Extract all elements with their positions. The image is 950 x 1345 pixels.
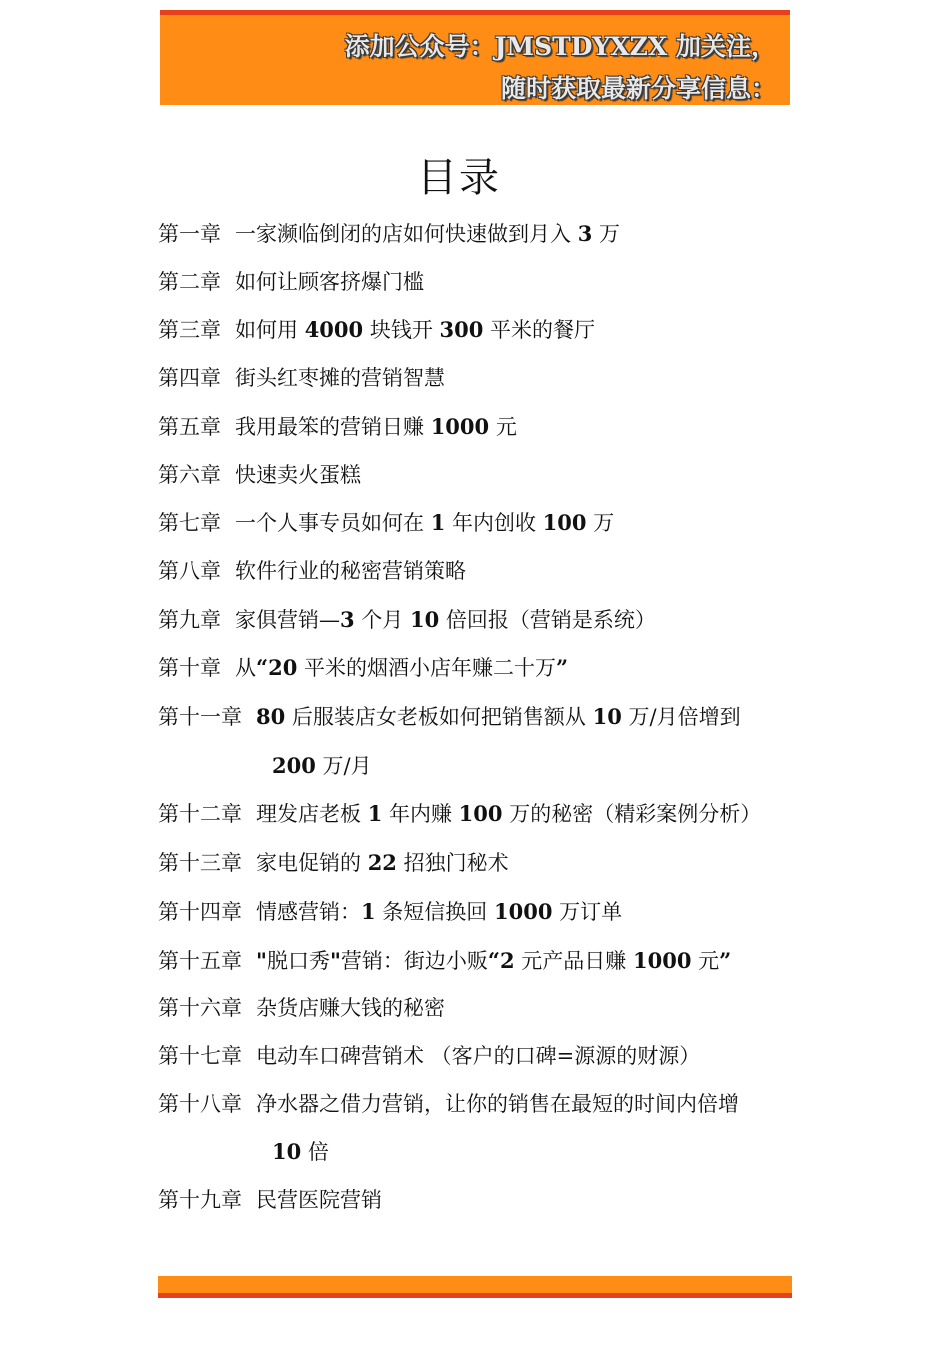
toc-entry-8 [158, 548, 808, 596]
table-of-contents [158, 210, 808, 1225]
toc-entry-7 [158, 499, 808, 548]
chapter-label: 第十三章 [158, 851, 242, 876]
chapter-label: 第十六章 [158, 996, 242, 1021]
toc-entry-6 [158, 452, 808, 500]
chapter-label: 第十一章 [158, 705, 242, 730]
toc-entry-18 [158, 1081, 808, 1129]
toc-entry-9 [158, 596, 808, 645]
toc-entry-13 [158, 839, 808, 888]
chapter-label: 第十五章 [158, 948, 242, 973]
chapter-label: 第七章 [158, 511, 221, 536]
banner-line-2: 随时获取最新分享信息： [500, 74, 776, 103]
toc-entry-17 [158, 1033, 808, 1081]
toc-entry-14 [158, 888, 808, 937]
chapter-label: 第二章 [158, 269, 221, 294]
header-banner [160, 10, 790, 105]
chapter-title: 理发店老板 1 年内赚 100 万的秘密（精彩案例分析） [256, 801, 762, 827]
chapter-label: 第九章 [158, 607, 221, 632]
footer-bar [158, 1276, 792, 1298]
chapter-label: 第十七章 [158, 1043, 242, 1068]
toc-entry-11 [158, 693, 808, 742]
chapter-title: 电动车口碑营销术 （客户的口碑=源源的财源） [256, 1043, 701, 1068]
toc-entry-4 [158, 355, 808, 403]
chapter-label: 第四章 [158, 366, 221, 391]
chapter-title: 家电促销的 22 招独门秘术 [256, 850, 509, 876]
chapter-title: 街头红枣摊的营销智慧 [235, 366, 445, 391]
chapter-title: 净水器之借力营销，让你的销售在最短的时间内倍增 [256, 1091, 739, 1116]
chapter-title-continuation: 200 万/月 [272, 752, 372, 778]
toc-entry-12 [158, 790, 808, 839]
chapter-label: 第八章 [158, 558, 221, 583]
chapter-title: 情感营销：1 条短信换回 1000 万订单 [256, 898, 623, 924]
chapter-title: 家俱营销—3 个月 10 倍回报（营销是系统） [235, 606, 656, 632]
page-title: 目录 [417, 155, 501, 201]
toc-entry-15 [158, 937, 808, 986]
chapter-title: 从“20 平米的烟酒小店年赚二十万” [235, 655, 569, 681]
chapter-title: 快速卖火蛋糕 [235, 462, 361, 487]
toc-entry-5 [158, 403, 808, 452]
chapter-title-continuation: 10 倍 [272, 1139, 329, 1165]
chapter-title: 杂货店赚大钱的秘密 [256, 996, 445, 1021]
chapter-title: 软件行业的秘密营销策略 [235, 558, 466, 583]
chapter-title: 一家濒临倒闭的店如何快速做到月入 3 万 [235, 221, 620, 246]
toc-entry-10 [158, 644, 808, 693]
chapter-label: 第十章 [158, 656, 221, 681]
banner-line-1: 添加公众号：JMSTDYXZX 加关注， [344, 32, 776, 61]
chapter-title: 如何让顾客挤爆门槛 [235, 269, 424, 294]
chapter-label: 第十九章 [158, 1188, 242, 1213]
chapter-label: 第十四章 [158, 899, 242, 924]
chapter-label: 第六章 [158, 462, 221, 487]
toc-entry-1 [158, 210, 808, 259]
chapter-title: 我用最笨的营销日赚 1000 元 [235, 413, 517, 439]
chapter-title: 如何用 4000 块钱开 300 平米的餐厅 [235, 317, 596, 343]
toc-entry-2 [158, 259, 808, 307]
chapter-label: 第十八章 [158, 1091, 242, 1116]
chapter-title: 民营医院营销 [256, 1188, 382, 1213]
chapter-label: 第十二章 [158, 802, 242, 827]
toc-entry-19 [158, 1177, 808, 1225]
chapter-label: 第一章 [158, 222, 221, 246]
chapter-title: 80 后服装店女老板如何把销售额从 10 万/月倍增到 [256, 704, 741, 730]
toc-entry-16 [158, 985, 808, 1033]
chapter-label: 第五章 [158, 414, 221, 439]
chapter-label: 第三章 [158, 318, 221, 343]
toc-entry-3 [158, 306, 808, 355]
chapter-title: 一个人事专员如何在 1 年内创收 100 万 [235, 510, 615, 536]
chapter-title: "脱口秀"营销：街边小贩“2 元产品日赚 1000 元” [256, 947, 732, 973]
